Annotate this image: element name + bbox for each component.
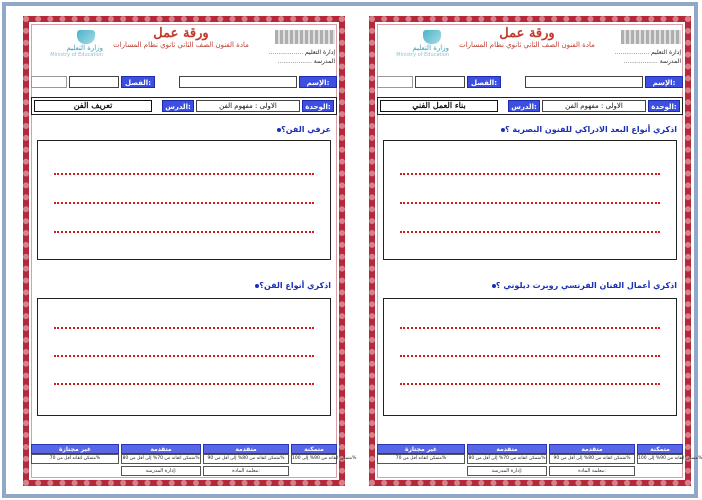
question-2: اذكري أعمال الفنان الفرنسي روبرت ديلوني ؟ [487, 281, 677, 290]
teacher-signature: معلمة المادة: [203, 466, 289, 476]
worksheet-header: وزارة التعليم Ministry of Education ورقة عمل مادة الفنون الصف الثاني ثانوي نظام المسارات .................. إدارة التعليم .................. المدرسة [377, 24, 683, 70]
school-label: المدرسة [659, 58, 681, 65]
kingdom-emblem-icon [621, 30, 681, 44]
admin-signature: إدارة المدرسة: [467, 466, 547, 476]
unit-row [31, 97, 337, 115]
lesson-value: بناء العمل الفني [380, 100, 498, 112]
worksheet-right [369, 16, 702, 486]
lesson-label: الدرس: [162, 100, 194, 112]
level-mastered: متمكنة [637, 444, 683, 454]
unit-row [377, 97, 683, 115]
teacher-signature: معلمة المادة: [549, 466, 635, 476]
ministry-label: إدارة التعليم [305, 49, 335, 56]
answer-box-1[interactable] [37, 140, 331, 260]
name-field[interactable] [525, 76, 643, 88]
level-advanced: متقدمة [549, 444, 635, 454]
worksheet-subtitle: مادة الفنون الصف الثاني ثانوي نظام المسارات [113, 41, 249, 49]
worksheet-subtitle: مادة الفنون الصف الثاني ثانوي نظام المسارات [459, 41, 595, 49]
level-desc[interactable]: متمكن اتقانه من 80% إلى أقل من 90% [203, 454, 289, 464]
level-proficient: متقدمة [121, 444, 201, 454]
level-not-passed: غير مجتازة [31, 444, 119, 454]
level-desc[interactable]: متمكن اتقانه أقل من 70% [377, 454, 465, 464]
question-2: اذكري أنواع الفن؟ [250, 281, 331, 290]
ministry-logo-icon [77, 30, 95, 44]
unit-value: الاولى : مفهوم الفن [542, 100, 646, 112]
level-desc[interactable]: متمكن اتقانه من 80% إلى أقل من 90% [549, 454, 635, 464]
school-label: المدرسة [313, 58, 335, 65]
unit-value: الاولى : مفهوم الفن [196, 100, 300, 112]
level-desc[interactable]: متمكن اتقانه من 90% إلى 100% [637, 454, 683, 464]
ministry-logo: وزارة التعليم Ministry of Education [379, 30, 449, 58]
admin-signature: إدارة المدرسة: [121, 466, 201, 476]
worksheet-header: وزارة التعليم Ministry of Education ورقة عمل مادة الفنون الصف الثاني ثانوي نظام المسارات .................. إدارة التعليم .................. المدرسة [31, 24, 337, 70]
level-desc[interactable]: متمكن اتقانه من 90% إلى 100% [291, 454, 337, 464]
ministry-logo: وزارة التعليم Ministry of Education [33, 30, 103, 58]
answer-box-1[interactable] [383, 140, 677, 260]
answer-box-2[interactable] [37, 298, 331, 416]
lesson-label: الدرس: [508, 100, 540, 112]
worksheet-title: ورقة عمل [153, 26, 209, 41]
ministry-label: إدارة التعليم [651, 49, 681, 56]
question-1: اذكري أنواع البعد الادراكي للفنون البصرية ؟ [496, 125, 677, 134]
unit-label: الوحدة: [302, 100, 334, 112]
extra-field[interactable] [31, 76, 67, 88]
level-desc[interactable]: متمكن اتقانه من 70% إلى أقل من 80% [121, 454, 201, 464]
worksheet-left [23, 16, 357, 486]
class-label: الفصل: [467, 76, 501, 88]
kingdom-emblem-icon [275, 30, 335, 44]
class-field[interactable] [415, 76, 465, 88]
assessment-footer [31, 444, 357, 478]
class-field[interactable] [69, 76, 119, 88]
level-advanced: متقدمة [203, 444, 289, 454]
lesson-value: تعريف الفن [34, 100, 152, 112]
worksheet-title: ورقة عمل [499, 26, 555, 41]
name-label: الإسم: [299, 76, 337, 88]
level-proficient: متقدمة [467, 444, 547, 454]
name-field[interactable] [179, 76, 297, 88]
page-frame [2, 2, 702, 498]
question-1: عرفي الفن؟ [272, 125, 331, 134]
assessment-footer [377, 444, 702, 478]
class-label: الفصل: [121, 76, 155, 88]
level-not-passed: غير مجتازة [377, 444, 465, 454]
level-mastered: متمكنة [291, 444, 337, 454]
level-desc[interactable]: متمكن اتقانه من 70% إلى أقل من 80% [467, 454, 547, 464]
level-desc[interactable]: متمكن اتقانه أقل من 70% [31, 454, 119, 464]
answer-box-2[interactable] [383, 298, 677, 416]
ministry-logo-icon [423, 30, 441, 44]
extra-field[interactable] [377, 76, 413, 88]
name-label: الإسم: [645, 76, 683, 88]
unit-label: الوحدة: [648, 100, 680, 112]
